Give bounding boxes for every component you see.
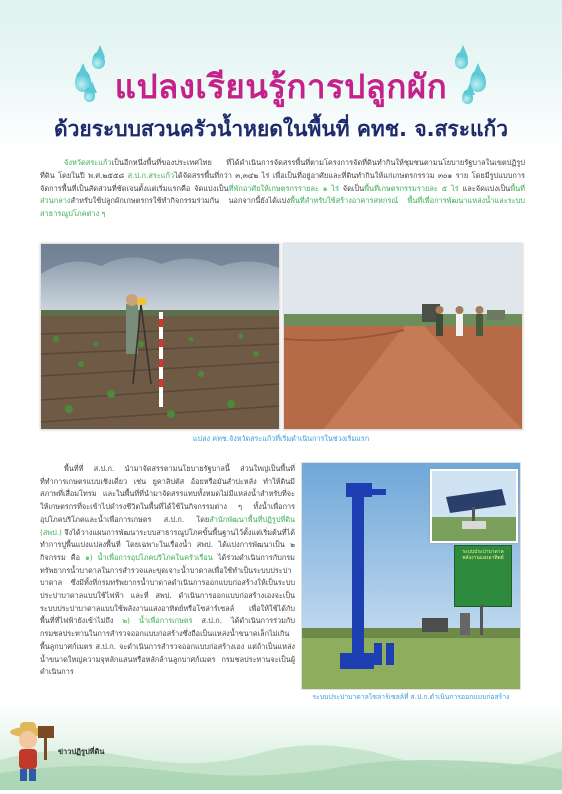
photo-field-survey — [40, 243, 280, 430]
intro-text: และจัดแบ่งเป็น — [458, 183, 511, 193]
intro-highlight: จังหวัดสระแก้ว — [64, 158, 112, 167]
intro-paragraph — [40, 157, 525, 221]
footer-label: ข่าวปฏิรูปที่ดิน — [58, 747, 105, 756]
intro-highlight: ที่พักอาศัยให้เกษตรกรรายละ ๑ ไร่ — [228, 183, 339, 193]
intro-highlight: พื้นที่ส่วนกลาง — [40, 183, 526, 206]
photo-dirt-road — [283, 243, 523, 430]
body-text: ส.ป.ก. ได้ดำเนินการร่วมกับกรมชลประทานในการสำรวจออกแบบก่อสร้างซึ่งถือเป็นแหล่งน้ำขนาดเล็กไม่เกินพื้นลูกบาศก์เมตร ส.ป.ก. จะดำเนินการสำรวจออกแบบก่อสร้างเอง แต่ถ้าเป็นแหล่งน้ำขนาดใหญ่ความจุหลักแสนหรือหลักล้านลูกบาศก์เมตร กรมชลประทานจะเป็นผู้ดำเนินการ — [40, 616, 295, 677]
body-highlight: ๑) น้ำเพื่อการอุปโภคบริโภคในครัวเรือน — [85, 552, 213, 562]
photo-caption-right: ระบบประปาบาดาลโซล่าร์เซลล์ที่ ส.ป.ก.ดำเนินการออกแบบก่อสร้าง — [312, 693, 510, 701]
page-title: แปลงเรียนรู้การปลูกผัก — [114, 67, 448, 106]
sign-text: ระบบประปาบาดาลพลังงานแสงอาทิตย์ — [462, 549, 504, 561]
field-survey-image — [41, 244, 279, 429]
body-paragraph — [40, 463, 295, 679]
solar-panel-inset — [430, 469, 518, 543]
body-highlight: ๒) น้ำเพื่อการเกษตร — [122, 616, 193, 626]
page-subtitle: ด้วยระบบสวนครัวน้ำหยดในพื้นที่ คทช. จ.สระแก้ว — [53, 117, 509, 141]
intro-highlight: ส.ป.ก.สระแก้ว — [127, 170, 175, 180]
body-text: ได้ร่วมดำเนินการกับกรมทรัพยากรน้ำบาดาลในการสำรวจและขุดเจาะน้ำบาดาลเพื่อใช้ทำเป็นระบบประปาบาดาล ซึ่งมีทั้งที่กรมทรัพยากรน้ำบาดาลดำเนินการออกแบบก่อสร้างให้เป็นระบบประปาบาดาลแบบใช้ไฟฟ้า และที่ สพป. ดำเนินการออกแบบก่อสร้างเองจะเป็นระบบประปาบาดาลแบบใช้พลังงานแสงอาทิตย์หรือโซล่าร์เซลล์ เพื่อให้ใช้ได้กับพื้นที่ที่ไฟฟ้ายังเข้าไม่ถึง — [40, 552, 295, 626]
intro-highlight: พื้นที่สำหรับใช้สร้างอาคารสหกรณ์ พื้นที่เพื่อการพัฒนาแหล่งน้ำและระบบสาธารณูปโภคต่าง ๆ — [40, 196, 525, 219]
sign-post — [480, 605, 483, 635]
intro-text: เป็นอีกหนึ่งพื้นที่ของประเทศไทย ที่ได้ดำเนินการจัดสรรพื้นที่ตามโครงการจัดที่ดินทำกินให้ชุมชนตามนโยบายรัฐบาลในเขตปฏิรูปที่ดิน โดยในปี พ.ศ.๒๕๕๘ — [40, 158, 525, 180]
body-text: จึงได้วางแผนการพัฒนาระบบสาธารณูปโภคขั้นพื้นฐานไว้ตั้งแต่เริ่มต้นที่ได้ทำการปูพื้นแบ่งแปลงพื้นที่ โดยเฉพาะในเรื่องน้ำ สพป. ได้แบ่งการพัฒนาเป็น ๒ กิจกรรม คือ — [40, 527, 295, 562]
intro-text: จัดเป็น — [338, 183, 365, 193]
photo-water-tower — [301, 462, 521, 690]
body-text: พื้นที่ที่ ส.ป.ก. นำมาจัดสรรตามนโยบายรัฐบาลนี้ ส่วนใหญ่เป็นพื้นที่ที่ทำการเกษตรแบบเชิงเดี่ยว เช่น ยูคาลิปตัส อ้อยหรือมันสำปะหลัง ทำให้ดินมีสภาพที่เสื่อมโทรม และในพื้นที่ที่นำมาจัดสรรแทบทั้งหมดไม่มีแหล่งน้ำสำหรับที่จะให้เกษตรกรที่จะเข้าไปดำรงชีวิตในพื้นที่ได้ใช้ในกิจกรรมต่าง ๆ ทั้งน้ำเพื่อการอุปโภคบริโภคและน้ำเพื่อการเกษตร ส.ป.ก. โดย — [40, 464, 295, 524]
mascot-image — [8, 718, 56, 784]
solar-panel-image — [432, 471, 516, 541]
photo-caption: แปลง คทช.จังหวัดสระแก้วที่เริ่มดำเนินการในช่วงเริ่มแรก — [192, 434, 370, 443]
body-highlight: สำนักพัฒนาพื้นที่ปฏิรูปที่ดิน (สพป.) — [40, 514, 295, 537]
dirt-road-image — [284, 244, 522, 429]
info-sign — [454, 545, 512, 607]
intro-text: ได้จัดสรรพื้นที่กว่า ๓,๓๔๒ ไร่ เพื่อเป็นที่อยู่อาศัยและที่ดินทำกินให้แก่เกษตรกรรวม ๓๐๑ ราย โดยมีรูปแบบการจัดการพื้นที่เป็นสัดส่วนที่ชัดเจนตั้งแต่เริ่มแรกคือ จัดแบ่งเป็น — [40, 170, 525, 193]
intro-text: สำหรับใช้ปลูกผักเกษตรกรใช้ทำกิจกรรมร่วมกัน นอกจากนี้ยังได้แบ่ง — [70, 196, 290, 206]
intro-highlight: พื้นที่เกษตรกรรมรายละ ๕ ไร่ — [364, 183, 459, 193]
farmer-mascot-icon — [8, 718, 56, 784]
